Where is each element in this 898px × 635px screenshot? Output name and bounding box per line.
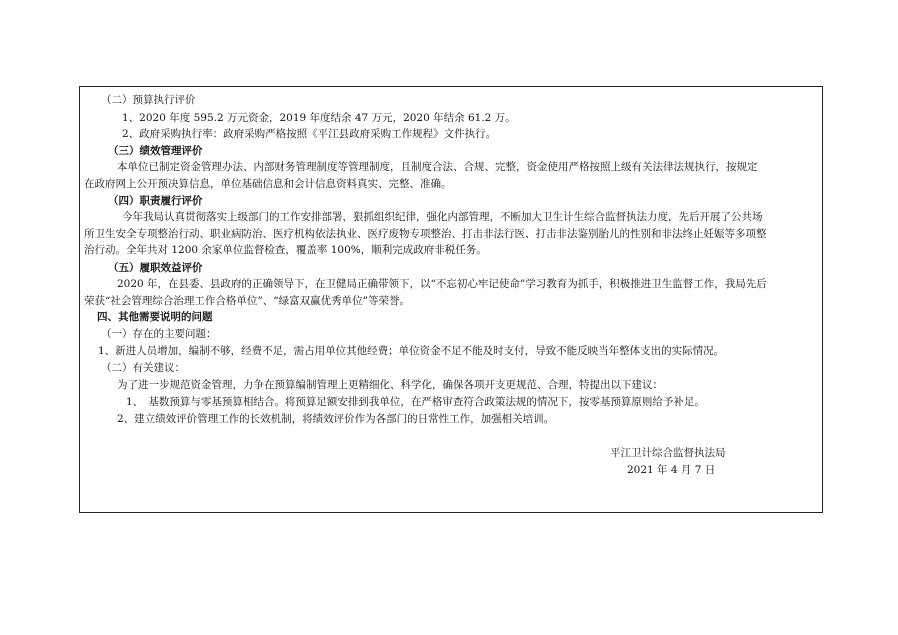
performance-mgmt-heading: （三）绩效管理评价 (108, 145, 203, 157)
budget-item-1: 1、2020 年度 595.2 万元资金，2019 年度结余 47 万元，2020 年结余 61.2 万。 (122, 112, 516, 124)
suggestion-item-1: 1、 基数预算与零基预算相结合。将预算足额安排到我单位，在严格审查符合政策法规的情况下，按零基预算原则给予补足。 (126, 396, 705, 408)
performance-mgmt-line-2: 在政府网上公开预决算信息，单位基础信息和会计信息资料真实、完整、准确。 (84, 178, 452, 190)
duty-effect-line-2: 荣获“社会管理综合治理工作合格单位”、“绿富双赢优秀单位”等荣誉。 (84, 295, 410, 307)
suggestions-subheading: （二）有关建议： (101, 362, 185, 374)
problem-item-1: 1、新进人员增加，编制不够，经费不足，需占用单位其他经费；单位资金不足不能及时支付，导致不能反映当年整体支出的实际情况。 (98, 345, 725, 357)
duty-performance-line-3: 治行动。全年共对 1200 余家单位监督检查，覆盖率 100%，顺利完成政府非税任务。 (84, 244, 487, 256)
duty-performance-line-1: 今年我局认真贯彻落实上级部门的工作安排部署，狠抓组织纪律，强化内部管理，不断加大卫生计生综合监督执法力度，先后开展了公共场 (122, 211, 763, 223)
signature-organization: 平江卫计综合监督执法局 (610, 447, 726, 459)
suggestion-item-2: 2、建立绩效评价管理工作的长效机制，将绩效评价作为各部门的日常性工作，加强相关培训。 (117, 413, 555, 425)
duty-performance-line-2: 所卫生安全专项整治行动、职业病防治、医疗机构依法执业、医疗废物专项整治、打击非法行医、打击非法鉴别胎儿的性别和非法终止妊娠等多项整 (84, 228, 767, 240)
duty-effect-line-1: 2020 年，在县委、县政府的正确领导下，在卫健局正确带领下，以“不忘初心牢记使命”学习教育为抓手，积极推进卫生监督工作，我局先后 (117, 278, 767, 290)
main-problems-subheading: （一）存在的主要问题： (101, 328, 217, 340)
duty-performance-heading: （四）职责履行评价 (108, 195, 203, 207)
budget-item-2: 2、政府采购执行率：政府采购严格按照《平江县政府采购工作规程》文件执行。 (122, 128, 497, 140)
suggestions-intro: 为了进一步规范资金管理，力争在预算编制管理上更精细化、科学化，确保各项开支更规范、合理，特提出以下建议： (117, 379, 663, 391)
duty-effect-heading: （五）履职效益评价 (108, 262, 203, 274)
budget-execution-heading: （二）预算执行评价 (101, 94, 196, 106)
other-issues-heading: 四、其他需要说明的问题 (97, 311, 213, 323)
performance-mgmt-line-1: 本单位已制定资金管理办法、内部财务管理制度等管理制度，且制度合法、合规、完整，资金使用严格按照上级有关法律法规执行，按规定 (117, 161, 758, 173)
signature-date: 2021 年 4 月 7 日 (627, 464, 716, 476)
